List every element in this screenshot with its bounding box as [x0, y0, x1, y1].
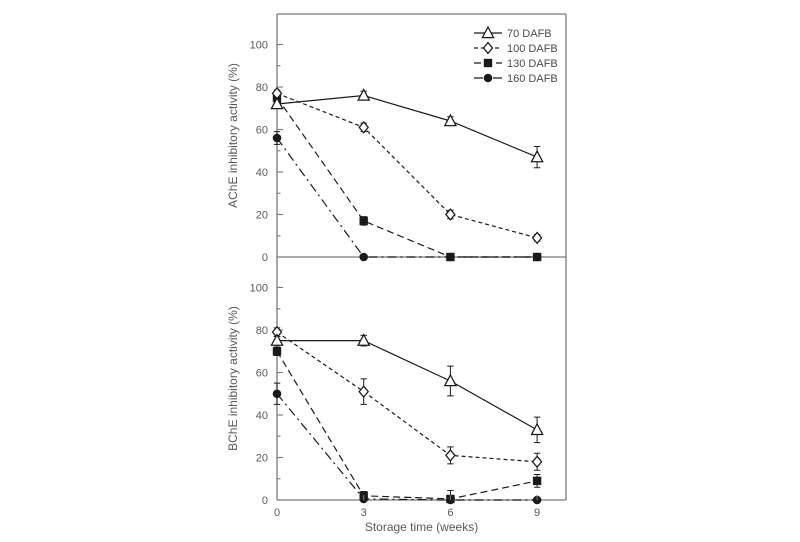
diamond-open-markers [273, 327, 542, 467]
error-bars [274, 383, 367, 500]
series-100-dafb [273, 88, 542, 243]
legend-item-100-dafb [474, 43, 558, 55]
square-icon [484, 59, 492, 67]
svg-text:70 DAFB: 70 DAFB [507, 27, 552, 40]
square-filled-markers [273, 347, 542, 503]
error-bars [274, 91, 541, 168]
series-100-dafb [273, 327, 542, 471]
bche-y-axis-title: BChE inhibitory activity (%) [226, 306, 240, 451]
svg-text:40: 40 [255, 166, 268, 179]
triangle-icon [482, 27, 493, 38]
svg-text:40: 40 [255, 409, 268, 422]
svg-text:0: 0 [273, 507, 281, 519]
svg-text:100: 100 [249, 39, 268, 52]
legend-item-70-dafb [474, 27, 552, 40]
error-bars [274, 328, 541, 470]
series-70-dafb [271, 90, 542, 168]
circle-filled-markers [273, 134, 542, 262]
chart-generated-content [250, 14, 566, 519]
svg-text:60: 60 [255, 367, 268, 380]
diamond-icon [484, 43, 493, 54]
svg-text:6: 6 [447, 507, 454, 519]
svg-text:80: 80 [255, 324, 268, 337]
triangle-open-markers [271, 335, 542, 435]
svg-text:80: 80 [255, 81, 268, 94]
x-axis-title: Storage time (weeks) [364, 520, 479, 534]
series-130-dafb [273, 347, 542, 503]
svg-text:20: 20 [255, 209, 268, 222]
svg-text:9: 9 [534, 507, 541, 519]
circle-filled-markers [273, 389, 542, 504]
circle-icon [484, 74, 493, 83]
legend-item-160-dafb [474, 73, 558, 85]
y-axis-tick-labels [250, 282, 268, 507]
series-130-dafb [273, 93, 542, 261]
x-axis-ticks [364, 495, 537, 500]
legend-item-130-dafb [474, 58, 558, 70]
svg-text:100 DAFB: 100 DAFB [507, 42, 558, 55]
series-70-dafb [271, 335, 542, 443]
legend [474, 27, 558, 85]
x-axis-tick-labels [274, 507, 540, 519]
svg-text:0: 0 [261, 251, 268, 264]
error-bars [274, 93, 367, 225]
y-axis-tick-labels [250, 39, 268, 264]
svg-text:60: 60 [255, 124, 268, 137]
svg-text:100: 100 [249, 282, 268, 295]
svg-text:0: 0 [261, 494, 268, 507]
ache-y-axis-title: AChE inhibitory activity (%) [226, 63, 240, 208]
svg-text:20: 20 [255, 452, 268, 465]
error-bars [274, 90, 541, 241]
series-160-dafb [273, 132, 542, 262]
error-bars [274, 335, 541, 442]
error-bars [274, 347, 541, 500]
series-160-dafb [273, 383, 542, 504]
diamond-open-markers [273, 88, 542, 243]
svg-text:130 DAFB: 130 DAFB [507, 57, 558, 70]
svg-text:160 DAFB: 160 DAFB [507, 72, 558, 85]
svg-text:3: 3 [360, 507, 367, 519]
square-filled-markers [273, 93, 542, 261]
